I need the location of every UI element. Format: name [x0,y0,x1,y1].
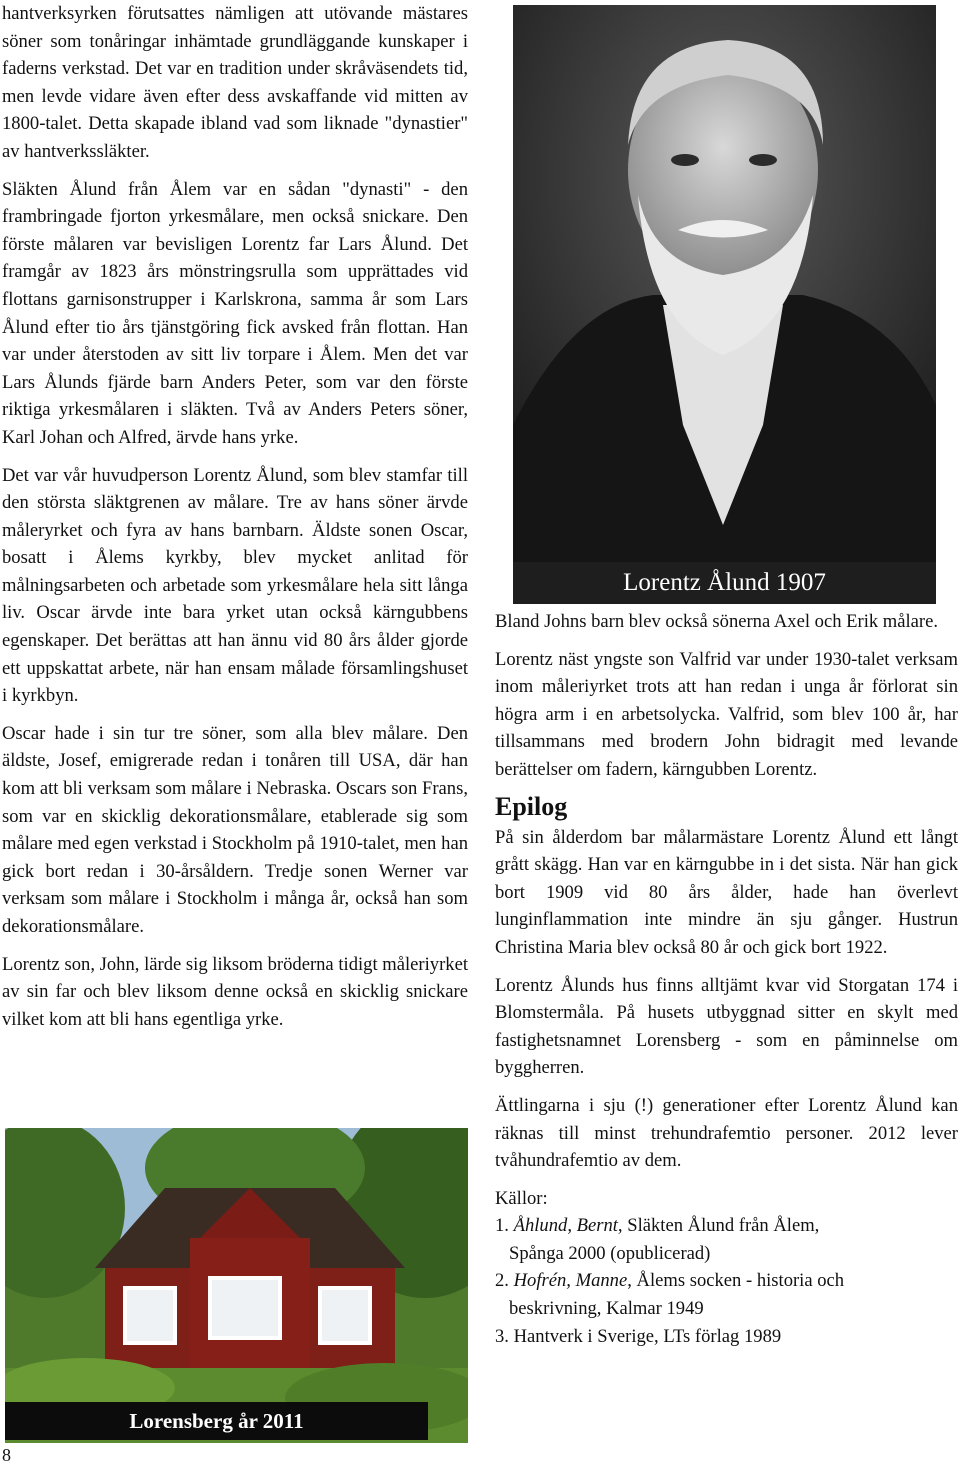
portrait-photo [513,5,936,575]
portrait-illustration [513,5,936,575]
sources-list [495,1212,958,1350]
right-paragraph-3: På sin ålderdom bar målarmästare Lorentz Ålund ett långt grått skägg. Han var en kärngubbe in i det sista. När han gick bort 1909 vid 80 års ålder, hade han överlevt lunginflammation inte mindre än sju gånger. Hustrun Christina Maria blev också 80 år och gick bort 1922. [495,826,958,958]
left-paragraph-3: Det var vår huvudperson Lorentz Ålund, som blev stamfar till den största släktgrenen av målare. Tre av hans söner ärvde måleryrket och fyra av hans barnbarn. Äldste sonen Oscar, bosatt i Ålems kyrkby, blev mycket anlitad för målningsarbeten och arbetade som yrkesmålare hela sitt långa liv. Oscar ärvde inte bara yrket utan också kärngubbens egenskaper. Det berättas att han ännu vid 80 års ålder gjorde ett uppskattat arbete, när han ensam målade församlingshuset i kyrkbyn. [2,464,468,707]
right-paragraph-4: Lorentz Ålunds hus finns alltjämt kvar vid Storgatan 174 i Blomstermåla. På husets utbyggnad sitter en skylt med fastighetsnamnet Lorensberg - som en påminnelse om byggherren. [495,974,958,1079]
section-heading-epilog: Epilog [495,791,568,821]
source-item [495,1212,958,1240]
source-item-line2: beskrivning, Kalmar 1949 [509,1298,704,1320]
left-column [2,0,468,1033]
source-title: , Ålems socken - historia och [627,1270,845,1292]
left-paragraph-4: Oscar hade i sin tur tre söner, som alla blev målare. Den äldste, Josef, emigrerade redan i tonåren till USA, där han kom att bli verksam som målare i Nebraska. Oscars son Frans, som var en skicklig dekorationsmålare, etablerade sig som målare med egen verkstad i Stockholm på 1910-talet, men han gick bort redan i 30-årsåldern. Tredje sonen Werner var verksam som målare i Stockholm i många år, också han som dekorationsmålare. [2,722,468,937]
source-item [495,1267,958,1295]
source-number: 2. [495,1270,509,1292]
left-paragraph-1: hantverksyrken förutsattes nämligen att utövande mästares söner som tonåringar inhämtade grundläggande kunskaper i faderns verkstad. Det var en tradition under skråväsendets tid, men levde vidare även efter dess avskaffande vid mitten av 1800-talet. Detta skapade ibland vad som liknade "dynastier" av hantverkssläkter. [2,3,468,162]
left-paragraph-2: Släkten Ålund från Ålem var en sådan "dynasti" - den frambringade fjorton yrkesmålare, men också snickare. Den förste målaren var bevisligen Lorentz far Lars Ålund. Det framgår av 1823 års mönstringsrulla som upprättades vid flottans garnisonstrupper i Karlskrona, samma år som Lars Ålund efter tio års tjänstgöring fick avsked från flottan. Han var under återstoden av sitt liv torpare i Ålem. Men det var Lars Ålunds fjärde barn Anders Peter, som var den förste riktiga yrkesmålaren i släkten. Två av Anders Peters söner, Karl Johan och Alfred, ärvde hans yrke. [2,178,468,448]
source-title: Hantverk i Sverige, LTs förlag 1989 [508,1325,782,1347]
source-item [495,1323,958,1351]
source-title: Släkten Ålund från Ålem, [622,1215,820,1237]
house-illustration [5,1128,468,1443]
house-caption: Lorensberg år 2011 [5,1402,428,1440]
right-paragraph-1: Bland Johns barn blev också sönerna Axel och Erik målare. [495,611,939,632]
page-number: 8 [2,1445,11,1465]
right-paragraph-5: Ättlingarna i sju (!) generationer efter Lorentz Ålund kan räknas till minst trehundrafemtio personer. 2012 lever tvåhundrafemtio av dem. [495,1094,958,1172]
house-photo [5,1128,468,1443]
portrait-caption: Lorentz Ålund 1907 [513,562,936,604]
right-paragraph-2: Lorentz näst yngste son Valfrid var under 1930-talet verksam inom måleriyrket trots att han redan i unga år förlorat sin högra arm i en arbetsolycka. Valfrid, som blev 100 år, har tillsammans med brodern John bidragit med levande berättelser om fadern, kärngubben Lorentz. [495,648,958,780]
sources-label: Källor: [495,1187,548,1209]
source-number: 3. [495,1325,509,1347]
right-column [495,608,958,1350]
source-author: Hofrén, Manne [513,1270,628,1292]
left-paragraph-5: Lorentz son, John, lärde sig liksom bröderna tidigt måleriyrket av sin far och blev liksom denne också en skicklig snickare vilket kom att bli hans egentliga yrke. [2,953,468,1030]
source-number: 1. [495,1215,509,1237]
source-item-line2: Spånga 2000 (opublicerad) [509,1242,711,1264]
source-author: Åhlund, Bernt, [513,1215,623,1237]
